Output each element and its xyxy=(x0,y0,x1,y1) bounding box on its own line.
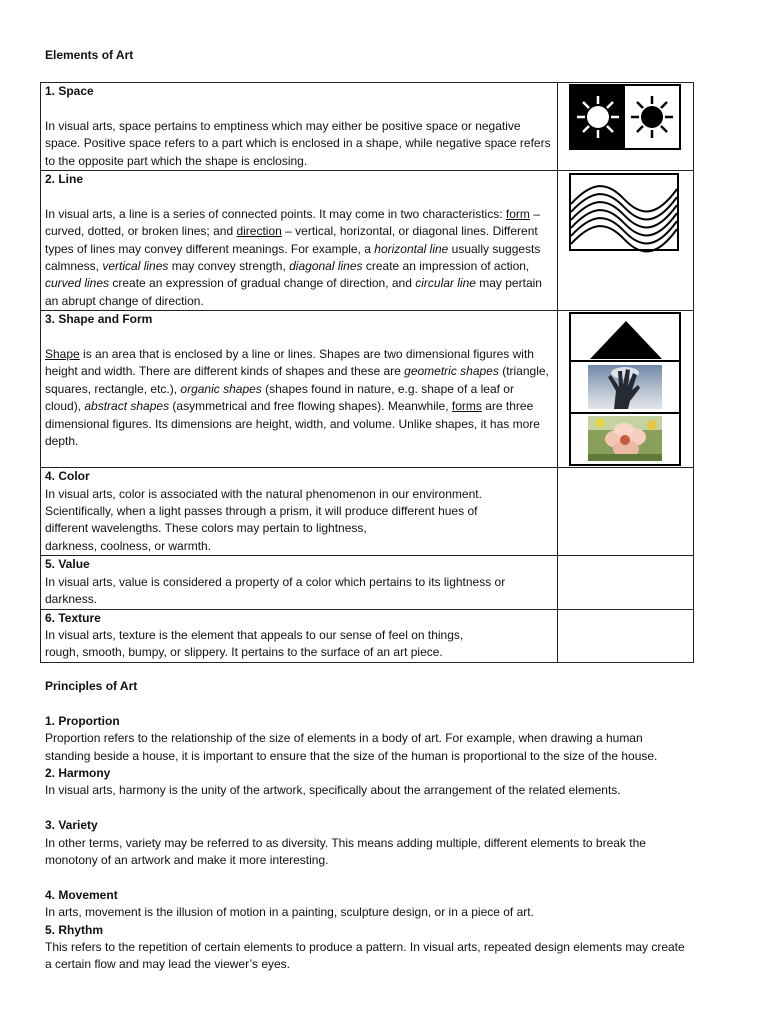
space-title: 1. Space xyxy=(45,84,94,98)
shape-images xyxy=(562,311,688,467)
principles-section: Principles of Art 1. Proportion Proportion refers to the relationship of the size of elements in a body of art. For example, when drawing a human standing beside a house, it is important to ensure that the size of the human is proportional to the size of the house. 2. Harmony In visual arts, harmony is the unity of the artwork, specifically about the arrangement of the related elements. 3. Variety In other terms, variety may be referred to as diversity. This means adding multiple, different elements to break the monotony of an artwork and make it more interesting. 4. Movement In arts, movement is the illusion of motion in a painting, sculpture design, or in a piece of art. 5. Rhythm This refers to the repetition of certain elements to produce a pattern. In visual arts, repeated design elements may create a certain flow and may lead the viewer’s eyes. xyxy=(45,678,745,974)
wavy-lines-icon xyxy=(562,171,688,310)
shape-cell xyxy=(41,311,558,468)
hand-photo xyxy=(588,365,662,409)
movement-title: 4. Movement xyxy=(45,887,118,902)
line-text: In visual arts, a line is a series of connected points. It may come in two characteristics: form – curved, dotted, or broken lines; and direction – vertical, horizontal, or diagonal lines. Different types of lines may convey different meanings. For example, a horizontal line usually suggests calmness, vertical lines may convey strength, diagonal lines create an impression of action, curved lines create an expression of gradual change of direction, and circular line may pertain an abrupt change of direction. xyxy=(45,206,542,308)
table-row xyxy=(41,556,694,609)
space-text: In visual arts, space pertains to emptiness which may either be positive space or negative space. Positive space refers to a part which is enclosed in a shape, while negative space refers to the opposite part which the shape is enclosing. xyxy=(45,118,551,168)
space-image-cell xyxy=(558,83,694,171)
line-cell xyxy=(41,171,558,311)
table-row xyxy=(41,171,694,311)
rhythm-title: 5. Rhythm xyxy=(45,922,104,937)
harmony-title: 2. Harmony xyxy=(45,766,111,781)
value-title: 5. Value xyxy=(45,557,90,572)
table-row xyxy=(41,609,694,662)
line-title: 2. Line xyxy=(45,172,84,187)
variety-title: 3. Variety xyxy=(45,818,98,833)
elements-title: Elements of Art xyxy=(45,48,134,62)
texture-image-cell xyxy=(558,609,694,662)
positive-negative-sun-icon xyxy=(562,83,688,169)
table-row xyxy=(41,83,694,171)
flower-photo xyxy=(588,416,662,461)
value-image-cell xyxy=(558,556,694,609)
color-image-cell xyxy=(558,468,694,556)
elements-table xyxy=(40,82,694,663)
color-title: 4. Color xyxy=(45,469,90,484)
shape-title: 3. Shape and Form xyxy=(45,312,153,327)
texture-cell: 6. Texture In visual arts, texture is the element that appeals to our sense of feel on things, rough, smooth, bumpy, or slippery. It pertains to the surface of an art piece. xyxy=(41,609,558,662)
table-row xyxy=(41,311,694,468)
proportion-title: 1. Proportion xyxy=(45,713,120,728)
table-row xyxy=(41,468,694,556)
texture-title: 6. Texture xyxy=(45,610,101,625)
value-cell: 5. Value In visual arts, value is considered a property of a color which pertains to its lightness or darkness. xyxy=(41,556,558,609)
principles-title: Principles of Art xyxy=(45,679,138,693)
line-image-cell xyxy=(558,171,694,311)
color-cell: 4. Color In visual arts, color is associated with the natural phenomenon in our environment. Scientifically, when a light passes through a prism, it will produce different hues of different wavelengths. These colors may pertain to lightness, darkness, coolness, or warmth. xyxy=(41,468,558,556)
shape-text: Shape is an area that is enclosed by a line or lines. Shapes are two dimensional figures with height and width. There are different kinds of shapes and these are geometric shapes (triangle, squares, rectangle, etc.), organic shapes (shapes found in nature, e.g. shape of a leaf or cloud), abstract shapes (asymmetrical and free flowing shapes). Meanwhile, forms are three dimensional figures. Its dimensions are height, width, and volume. Unlike shapes, it has more depth. xyxy=(45,347,549,449)
space-cell xyxy=(41,83,558,171)
shape-image-cell xyxy=(558,311,694,468)
